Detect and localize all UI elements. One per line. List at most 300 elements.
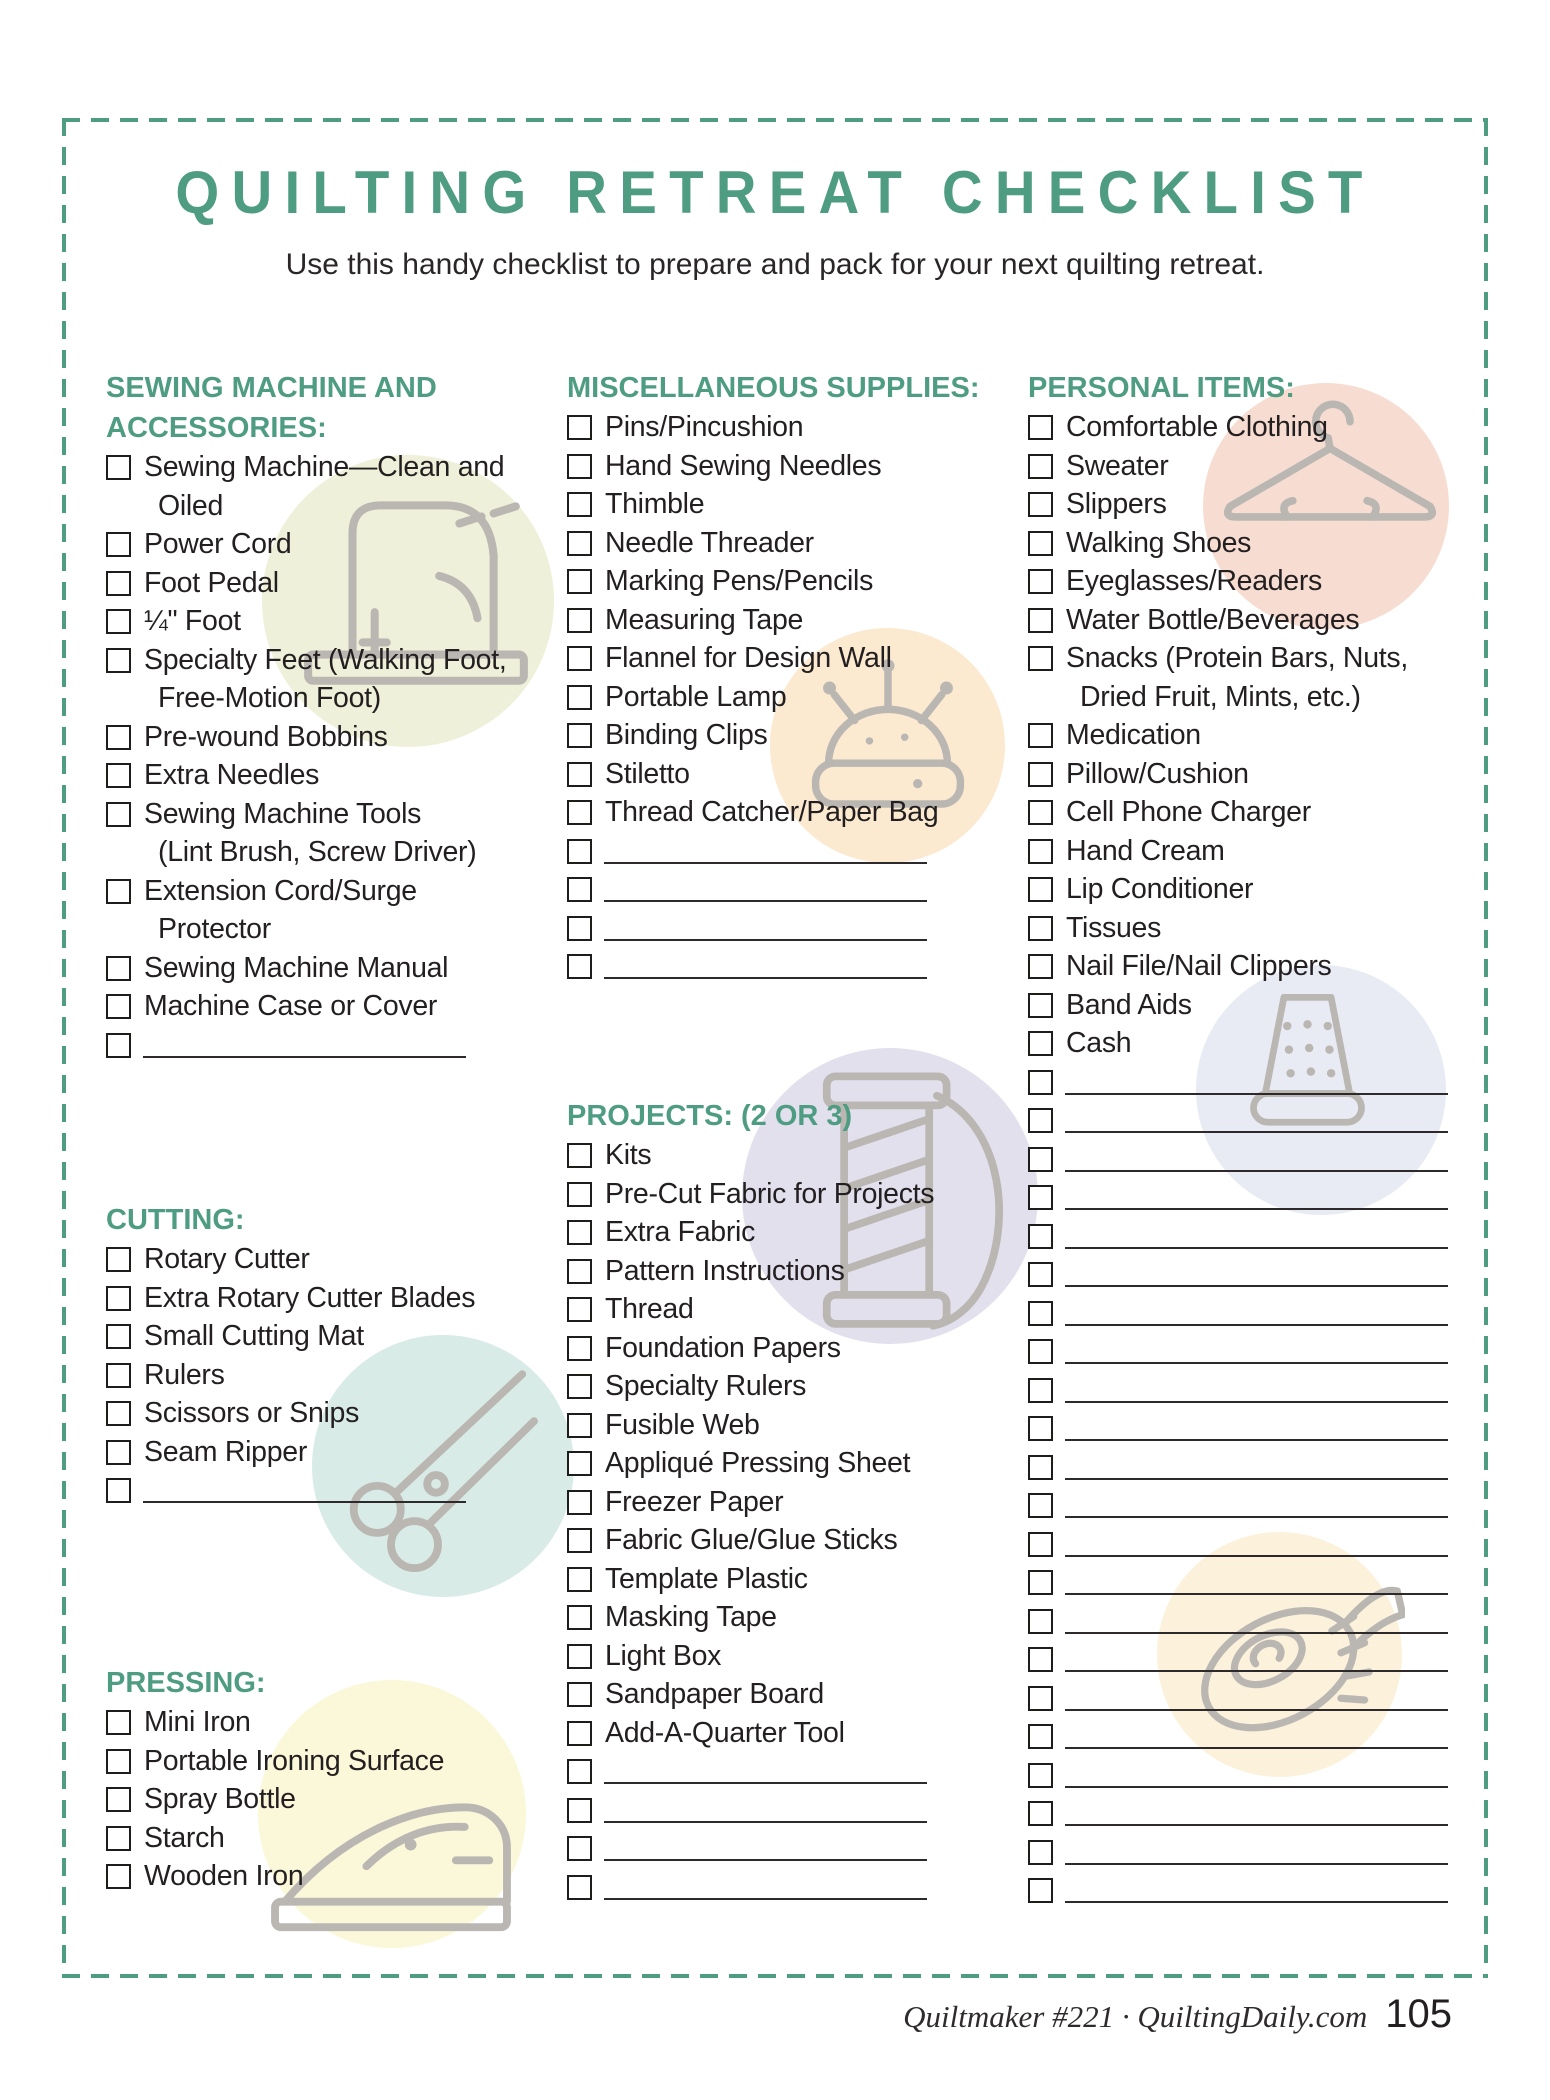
item-label: ¼" Foot [144,605,241,637]
item-label: Mini Iron [144,1706,251,1738]
checkbox [567,1721,592,1746]
item-label: Extra Needles [144,759,320,791]
checklist-item [106,718,466,757]
write-in-line [604,909,927,941]
write-in-line [1065,1294,1448,1326]
checkbox [567,1798,592,1823]
column-right [1028,0,1448,2100]
item-label: Foot Pedal [144,566,279,599]
write-in-line [1065,1409,1448,1441]
checkbox [567,1336,592,1361]
item-label: Pre-wound Bobbins [144,720,388,753]
write-in-line [604,1829,927,1861]
write-in-line [1065,1563,1448,1595]
item-label: Light Box [605,1639,722,1672]
checklist-item [106,1240,466,1279]
checkbox [1028,1570,1053,1595]
section-heading: MISCELLANEOUS SUPPLIES: [567,372,980,404]
blank-write-in-row [567,1791,927,1830]
item-label: Thimble [605,488,705,520]
blank-write-in-row [1028,1448,1448,1487]
checklist-item [567,1252,927,1291]
checkbox [106,1864,131,1889]
blank-write-in-row [567,947,927,986]
write-in-line [143,1471,466,1503]
write-in-line [1065,1486,1448,1518]
blank-write-in-row [1028,1140,1448,1179]
item-label: Pillow/Cushion [1066,757,1249,790]
checklist-item [567,639,927,678]
checkbox [1028,1724,1053,1749]
write-in-line [1065,1679,1448,1711]
write-in-line [604,947,927,979]
checklist-item [567,447,927,486]
publication-credit: Quiltmaker #221 · QuiltingDaily.com [903,1999,1368,2034]
dashed-border-top [62,118,1488,122]
checklist-item [1028,716,1448,755]
item-label: Pins/Pincushion [605,411,804,443]
write-in-line [1065,1178,1448,1210]
item-label: Lip Conditioner [1066,873,1254,905]
checkbox [106,725,131,750]
item-label: Comfortable Clothing [1066,411,1328,443]
checkbox [1028,1532,1053,1557]
item-label: Template Plastic [605,1562,808,1595]
checkbox [1028,839,1053,864]
section-heading: PRESSING: [106,1667,266,1699]
write-in-line [1065,1717,1448,1749]
item-label: Rulers [144,1358,225,1391]
checklist-item [106,448,505,525]
write-in-line [1065,1794,1448,1826]
checklist-section [567,368,980,986]
item-label: Power Cord [144,528,292,560]
write-in-line [604,870,927,902]
checkbox [567,1297,592,1322]
checkbox [1028,454,1053,479]
checkbox [1028,1647,1053,1672]
dashed-border-bottom [62,1974,1488,1978]
checklist-item [567,1290,927,1329]
blank-write-in-row [1028,1640,1448,1679]
checkbox [106,648,131,673]
checkbox [1028,1147,1053,1172]
checkbox [567,454,592,479]
item-label: Thread [605,1293,694,1325]
checklist-section [106,368,507,1064]
checklist-item [106,602,466,641]
checkbox [567,1836,592,1861]
dashed-border-right [1484,118,1488,1978]
checkbox [567,1490,592,1515]
checkbox [1028,1686,1053,1711]
checkbox [1028,877,1053,902]
checkbox [567,1143,592,1168]
item-label: Water Bottle/Beverages [1066,603,1360,636]
checkbox [106,994,131,1019]
blank-write-in-row [1028,1756,1448,1795]
checkbox [1028,492,1053,517]
checkbox [1028,1031,1053,1056]
checklist-item [1028,793,1448,832]
write-in-line [1065,1255,1448,1287]
checkbox [1028,916,1053,941]
checkbox [567,646,592,671]
item-label: Nail File/Nail Clippers [1066,950,1332,982]
checklist-item [567,1175,935,1214]
blank-write-in-row [567,1829,927,1868]
write-in-line [1065,1101,1448,1133]
checklist-item [106,1279,476,1318]
checkbox [567,1605,592,1630]
checklist-item [567,1637,927,1676]
checklist-item [1028,447,1448,486]
checklist-item [567,1406,927,1445]
blank-write-in-row [1028,1101,1448,1140]
item-label: Tissues [1066,911,1162,944]
checkbox [106,802,131,827]
item-label: Wooden Iron [144,1860,304,1892]
checklist-item [106,1857,466,1896]
checkbox [567,916,592,941]
checklist-item [1028,947,1448,986]
checkbox [1028,531,1053,556]
checklist-section [106,1663,466,1896]
blank-write-in-row [567,1868,927,1907]
checkbox [567,723,592,748]
checklist-item [567,1675,927,1714]
write-in-line [1065,1448,1448,1480]
checkbox [1028,1609,1053,1634]
checkbox [1028,1763,1053,1788]
checklist-item [1028,986,1448,1025]
checkbox [567,1567,592,1592]
item-label: Add-A-Quarter Tool [605,1716,845,1749]
checkbox [567,531,592,556]
checkbox [1028,1493,1053,1518]
checkbox [567,1875,592,1900]
checklist-item [567,1329,927,1368]
checklist-item [106,1317,466,1356]
checklist-item [1028,485,1448,524]
item-label: Kits [605,1139,652,1171]
checkbox [567,1220,592,1245]
checkbox [1028,1801,1053,1826]
checkbox [1028,646,1053,671]
checkbox [1028,993,1053,1018]
checkbox [567,1451,592,1476]
section-heading: CUTTING: [106,1204,245,1236]
checklist-item [106,1433,466,1472]
checklist-item [1028,870,1448,909]
checkbox [1028,1301,1053,1326]
item-label: Portable Ironing Surface [144,1744,445,1777]
checkbox [567,608,592,633]
checklist-item [567,716,927,755]
section-heading: SEWING MACHINE AND ACCESSORIES: [106,372,437,444]
item-label: Stiletto [605,757,690,790]
checkbox [1028,1455,1053,1480]
checklist-item [567,1521,927,1560]
item-label: Snacks (Protein Bars, Nuts, Dried Fruit, Mints, etc.) [1066,642,1408,713]
item-label: Machine Case or Cover [144,990,438,1022]
checkbox [1028,1185,1053,1210]
section-heading: PERSONAL ITEMS: [1028,372,1295,404]
item-label: Foundation Papers [605,1331,841,1364]
checklist-item [567,1483,927,1522]
checklist-item [567,678,927,717]
blank-write-in-row [1028,1409,1448,1448]
write-in-line [604,1868,927,1900]
checkbox [1028,762,1053,787]
section-heading: PROJECTS: (2 OR 3) [567,1100,853,1132]
write-in-line [1065,1140,1448,1172]
write-in-line [604,1791,927,1823]
checklist-item [567,1367,927,1406]
checklist-item [567,1598,927,1637]
checkbox [1028,1840,1053,1865]
item-label: Flannel for Design Wall [605,642,892,674]
column-left [106,0,507,2100]
checkbox [106,879,131,904]
checkbox [567,762,592,787]
item-label: Slippers [1066,488,1167,520]
checkbox [567,415,592,440]
page-subtitle: Use this handy checklist to prepare and pack for your next quilting retreat. [285,248,1265,281]
checklist-item [106,872,466,949]
blank-write-in-row [1028,1871,1448,1910]
checkbox [567,492,592,517]
item-label: Hand Cream [1066,834,1225,867]
blank-write-in-row [1028,1679,1448,1718]
item-label: Measuring Tape [605,603,804,636]
blank-write-in-row [567,1752,927,1791]
item-label: Sewing Machine Manual [144,951,449,984]
checklist-item [567,408,927,447]
column-middle [567,0,980,2100]
item-label: Band Aids [1066,988,1192,1021]
blank-write-in-row [106,1026,466,1065]
dashed-border-left [62,118,66,1978]
write-in-line [1065,1371,1448,1403]
blank-write-in-row [106,1471,466,1510]
checkbox [106,1401,131,1426]
item-label: Cell Phone Charger [1066,796,1311,828]
blank-write-in-row [1028,1833,1448,1872]
item-label: Extra Rotary Cutter Blades [144,1281,476,1314]
checkbox [567,877,592,902]
checkbox [1028,1262,1053,1287]
checklist-item [1028,601,1448,640]
item-label: Specialty Feet (Walking Foot, Free-Motion Foot) [144,643,507,714]
checklist-item [567,1136,927,1175]
checkbox [567,1528,592,1553]
checklist-item [106,564,466,603]
checklist-item [106,949,466,988]
item-label: Marking Pens/Pencils [605,565,874,597]
checkbox [106,1478,131,1503]
checklist-item [1028,639,1448,716]
checklist-item [1028,524,1448,563]
checklist-item [1028,755,1448,794]
checkbox [1028,608,1053,633]
checklist-item [1028,832,1448,871]
blank-write-in-row [1028,1255,1448,1294]
checkbox [567,1644,592,1669]
write-in-line [1065,1332,1448,1364]
write-in-line [1065,1063,1448,1095]
item-label: Fabric Glue/Glue Sticks [605,1524,898,1556]
checklist-item [567,793,939,832]
checkbox [1028,1878,1053,1903]
item-label: Scissors or Snips [144,1397,360,1429]
checklist-item [106,795,477,872]
write-in-line [1065,1525,1448,1557]
checkbox [1028,1224,1053,1249]
write-in-line [1065,1602,1448,1634]
blank-write-in-row [567,832,927,871]
checklist-item [1028,562,1448,601]
item-label: Hand Sewing Needles [605,449,882,482]
checkbox [567,1259,592,1284]
write-in-line [1065,1833,1448,1865]
checkbox [106,1826,131,1851]
checkbox [1028,1108,1053,1133]
checklist-item [1028,909,1448,948]
item-label: Cash [1066,1027,1132,1059]
item-label: Rotary Cutter [144,1243,310,1275]
blank-write-in-row [1028,1332,1448,1371]
item-label: Sweater [1066,449,1169,482]
item-label: Walking Shoes [1066,526,1252,559]
blank-write-in-row [1028,1486,1448,1525]
checkbox [106,956,131,981]
checklist-item [567,1444,927,1483]
write-in-line [604,1752,927,1784]
page-number: 105 [1385,1992,1452,2036]
checkbox [567,1413,592,1438]
blank-write-in-row [1028,1371,1448,1410]
checkbox [567,1759,592,1784]
checkbox [106,1033,131,1058]
checkbox [567,685,592,710]
checkbox [1028,800,1053,825]
checklist-item [106,1356,466,1395]
checklist-item [106,1819,466,1858]
checklist-item [567,1714,927,1753]
item-label: Needle Threader [605,526,814,559]
write-in-line [1065,1756,1448,1788]
item-label: Sewing Machine Tools (Lint Brush, Screw Driver) [144,797,477,868]
item-label: Pre-Cut Fabric for Projects [605,1177,935,1210]
item-label: Specialty Rulers [605,1370,807,1402]
blank-write-in-row [567,870,927,909]
item-label: Appliqué Pressing Sheet [605,1447,911,1479]
item-label: Small Cutting Mat [144,1320,364,1352]
checklist-item [567,1560,927,1599]
checkbox [106,1324,131,1349]
checkbox [106,1710,131,1735]
checkbox [1028,415,1053,440]
item-label: Sandpaper Board [605,1678,824,1710]
checkbox [1028,723,1053,748]
checklist-item [106,987,466,1026]
blank-write-in-row [1028,1602,1448,1641]
checklist-item [106,1703,466,1742]
checkbox [106,571,131,596]
write-in-line [1065,1871,1448,1903]
item-label: Extra Fabric [605,1216,756,1248]
write-in-line [604,832,927,864]
item-label: Thread Catcher/Paper Bag [605,796,939,828]
blank-write-in-row [1028,1525,1448,1564]
checklist-item [567,485,927,524]
checkbox [106,609,131,634]
item-label: Binding Clips [605,719,768,751]
checklist-item [106,641,507,718]
item-label: Starch [144,1821,225,1854]
item-label: Masking Tape [605,1601,777,1633]
blank-write-in-row [1028,1063,1448,1102]
checkbox [106,1286,131,1311]
item-label: Pattern Instructions [605,1254,845,1287]
checklist-item [106,525,466,564]
blank-write-in-row [1028,1794,1448,1833]
checklist-item [106,1742,466,1781]
item-label: Sewing Machine—Clean and Oiled [144,451,505,522]
item-label: Extension Cord/Surge Protector [144,874,417,945]
checkbox [567,954,592,979]
checkbox [106,532,131,557]
checkbox [106,1749,131,1774]
checklist-item [567,755,927,794]
item-label: Portable Lamp [605,680,787,713]
checkbox [106,455,131,480]
item-label: Eyeglasses/Readers [1066,565,1322,597]
checkbox [106,1440,131,1465]
checklist-item [106,756,466,795]
write-in-line [1065,1217,1448,1249]
checklist-item [567,601,927,640]
checklist-item [567,524,927,563]
blank-write-in-row [1028,1563,1448,1602]
blank-write-in-row [567,909,927,948]
page-footer [903,1992,1452,2037]
item-label: Fusible Web [605,1408,760,1441]
blank-write-in-row [1028,1294,1448,1333]
checkbox [1028,1339,1053,1364]
checkbox [1028,1070,1053,1095]
checklist-item [106,1780,466,1819]
blank-write-in-row [1028,1717,1448,1756]
checklist-item [567,562,927,601]
checkbox [1028,1416,1053,1441]
checkbox [1028,1378,1053,1403]
checklist-item [1028,1024,1448,1063]
checkbox [106,1787,131,1812]
checkbox [567,569,592,594]
item-label: Seam Ripper [144,1435,308,1468]
checklist-item [567,1213,927,1252]
write-in-line [1065,1640,1448,1672]
checkbox [106,1363,131,1388]
checklist-item [1028,408,1448,447]
checklist-section [106,1200,476,1510]
checkbox [567,1374,592,1399]
page-title: QUILTING RETREAT CHECKLIST [175,159,1375,226]
checkbox [567,1182,592,1207]
checklist-item [106,1394,466,1433]
